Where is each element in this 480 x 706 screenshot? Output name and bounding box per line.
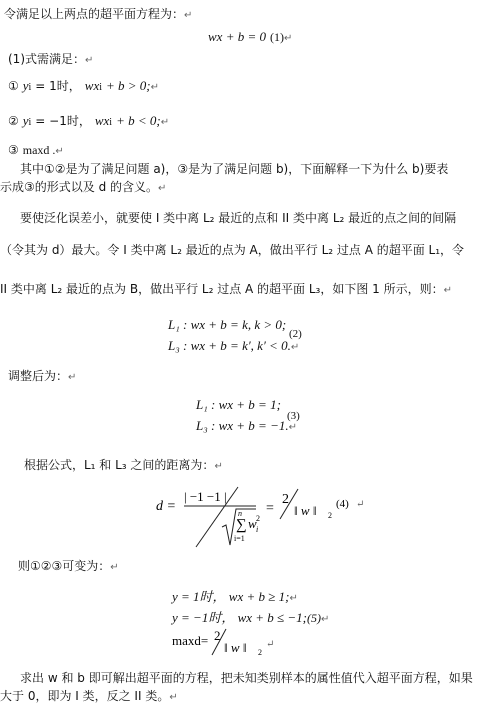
eq5-row2: y = −1时， wx + b ≤ −1;(5)↵: [172, 610, 330, 625]
eq3-row2: L₃ : wx + b = −1.↵: [196, 418, 297, 433]
eq4-norm-sub: 2: [328, 511, 332, 520]
eq2-row2: L₃ : wx + b = k′, k′ < 0.↵: [168, 338, 300, 353]
condition-2: ② yi = −1时， wxi + b < 0;↵: [8, 113, 170, 128]
intro-text: 令满足以上两点的超平面方程为：↵: [4, 7, 193, 21]
adjust-text: 调整后为：↵: [8, 369, 77, 383]
eq5-norm-sub: 2: [258, 648, 262, 657]
eq5-return: ↵: [266, 639, 275, 650]
eq2-tag: (2): [289, 328, 302, 340]
para1-line2: 示成③的形式以及 d 的含义。↵: [0, 180, 167, 194]
eq5-maxd: maxd=: [172, 633, 209, 648]
eq4-equals: =: [266, 501, 274, 516]
para1-line1: 其中①②是为了满足问题 a)，③是为了满足问题 b)，下面解释一下为什么 b)要表: [20, 162, 449, 176]
eq3-tag: (3): [287, 410, 300, 422]
eq4-norm: ‖ w ‖: [294, 503, 317, 518]
eq4-return: ↵: [356, 499, 365, 510]
conclusion-line2: 大于 0，即为 I 类，反之 II 类。↵: [0, 689, 178, 703]
eq4-sum-symbol: ∑: [236, 517, 247, 533]
then-text: 则①②③可变为：↵: [18, 559, 119, 573]
para2-line2: （令其为 d）最大。令 I 类中离 L₂ 最近的点为 A，做出平行 L₂ 过点 A 的超平面 L₁，令: [0, 243, 465, 257]
condition-title: (1)式需满足：↵: [8, 52, 94, 66]
eq4-sum-bottom: i=1: [234, 534, 245, 543]
eq4-d: d =: [156, 499, 176, 514]
eq4-w: w: [248, 516, 257, 531]
condition-1: ① yi = 1时， wxi + b > 0;↵: [8, 78, 160, 93]
eq4-sum-top: n: [238, 509, 242, 518]
eq4-w-sup: 2: [256, 514, 260, 523]
eq5-two: 2: [214, 628, 221, 643]
eq5-row3: [168, 627, 298, 657]
eq4-tag: (4): [336, 498, 349, 510]
distance-formula: [150, 485, 380, 549]
para2-line3: II 类中离 L₂ 最近的点为 B，做出平行 L₂ 过点 A 的超平面 L₃，如下图 1 所示，则：↵: [0, 282, 452, 296]
eq4-w-sub: i: [256, 525, 259, 534]
para2-line1: 要使泛化误差小，就要使 I 类中离 L₂ 最近的点和 II 类中离 L₂ 最近的点之间的间隔: [20, 211, 457, 225]
eq4-two: 2: [282, 492, 289, 507]
conclusion-line1: 求出 w 和 b 即可解出超平面的方程，把未知类别样本的属性值代入超平面方程，如果: [20, 671, 473, 685]
hyperplane-equation: wx + b = 0 (1)↵: [208, 29, 293, 44]
eq5-row1: y = 1时， wx + b ≥ 1;↵: [172, 589, 298, 604]
eq5-norm: ‖ w ‖: [224, 640, 247, 655]
eq3-row1: L₁ : wx + b = 1;: [196, 397, 281, 412]
condition-3: ③ maxd .↵: [8, 143, 64, 157]
eq2-row1: L₁ : wx + b = k, k > 0;: [168, 317, 287, 332]
distance-text: 根据公式，L₁ 和 L₃ 之间的距离为：↵: [24, 458, 223, 472]
eq4-numerator: | −1 −1 |: [184, 489, 227, 504]
